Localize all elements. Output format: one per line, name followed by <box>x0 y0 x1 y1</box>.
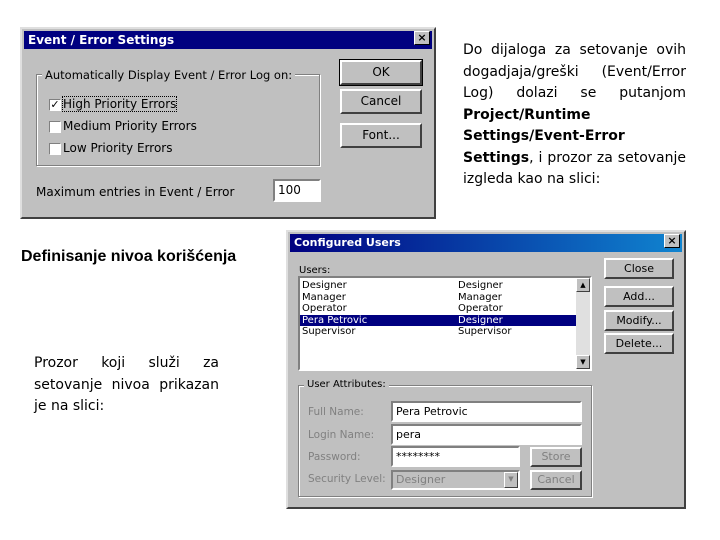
users-list[interactable] <box>298 276 592 371</box>
list-item[interactable]: Supervisor Supervisor <box>302 326 512 337</box>
list-item[interactable]: Operator Operator <box>302 303 503 314</box>
high-priority-label[interactable]: High Priority Errors <box>63 97 177 111</box>
users-dialog-title-bar <box>290 234 682 252</box>
user-attributes-label: User Attributes: <box>304 379 389 390</box>
max-entries-label: Maximum entries in Event / Error <box>36 185 235 199</box>
event-error-settings-dialog <box>20 27 436 219</box>
users-list-scrollbar[interactable] <box>576 278 590 369</box>
description-path: Project/Runtime Settings/Event-Error Settings <box>463 106 625 166</box>
font-button[interactable]: Font... <box>340 123 422 148</box>
modify-user-button[interactable]: Modify... <box>604 310 674 331</box>
user-levels-paragraph: Prozor koji služi za setovanje nivoa prikazan je na slici: <box>34 355 219 414</box>
auto-display-group-label: Automatically Display Event / Error Log on: <box>42 68 295 82</box>
users-dialog-title: Configured Users <box>294 236 401 249</box>
dropdown-arrow-icon[interactable]: ▼ <box>504 472 518 488</box>
cancel-button[interactable]: Cancel <box>340 89 422 114</box>
login-name-label: Login Name: <box>308 429 375 441</box>
password-label: Password: <box>308 451 361 463</box>
delete-user-button[interactable]: Delete... <box>604 333 674 354</box>
low-priority-label[interactable]: Low Priority Errors <box>63 141 173 155</box>
list-item[interactable]: Designer Designer <box>302 280 503 291</box>
login-name-input[interactable]: pera <box>391 424 582 445</box>
full-name-input[interactable]: Pera Petrovic <box>391 401 582 422</box>
section-heading: Definisanje nivoa korišćenja <box>21 248 237 265</box>
full-name-label: Full Name: <box>308 406 364 418</box>
low-priority-checkbox[interactable] <box>49 143 61 155</box>
add-user-button[interactable]: Add... <box>604 286 674 307</box>
medium-priority-checkbox[interactable] <box>49 121 61 133</box>
security-level-value: Designer <box>396 473 446 486</box>
description-text-2: , i prozor za setovanje izgleda kao na slici: <box>463 149 686 187</box>
close-button[interactable]: Close <box>604 258 674 279</box>
users-label: Users: <box>299 265 331 276</box>
password-input[interactable]: ******** <box>391 446 520 467</box>
close-icon[interactable]: × <box>414 31 430 45</box>
security-level-select[interactable] <box>391 470 520 490</box>
max-entries-input[interactable]: 100 <box>273 179 321 202</box>
security-level-label: Security Level: <box>308 473 386 485</box>
scroll-up-arrow-icon[interactable]: ▲ <box>576 278 590 292</box>
dialog-title: Event / Error Settings <box>28 33 175 47</box>
store-button[interactable]: Store <box>530 447 582 467</box>
medium-priority-label[interactable]: Medium Priority Errors <box>63 119 197 133</box>
scroll-down-arrow-icon[interactable]: ▼ <box>576 355 590 369</box>
close-icon[interactable]: × <box>664 234 680 248</box>
description-paragraph <box>463 40 686 191</box>
dialog-title-bar <box>24 31 432 49</box>
list-item[interactable]: Manager Manager <box>302 291 502 303</box>
ok-button[interactable]: OK <box>340 60 422 85</box>
description-text-1: Do dijaloga za setovanje ovih dogadjaja/greški (Event/Error Log) dolazi se putanjom <box>463 42 686 101</box>
configured-users-dialog <box>286 230 686 509</box>
list-item-selected[interactable]: Pera Petrovic Designer <box>300 315 578 327</box>
high-priority-checkbox[interactable]: ✓ <box>50 98 60 111</box>
attributes-cancel-button[interactable]: Cancel <box>530 470 582 490</box>
